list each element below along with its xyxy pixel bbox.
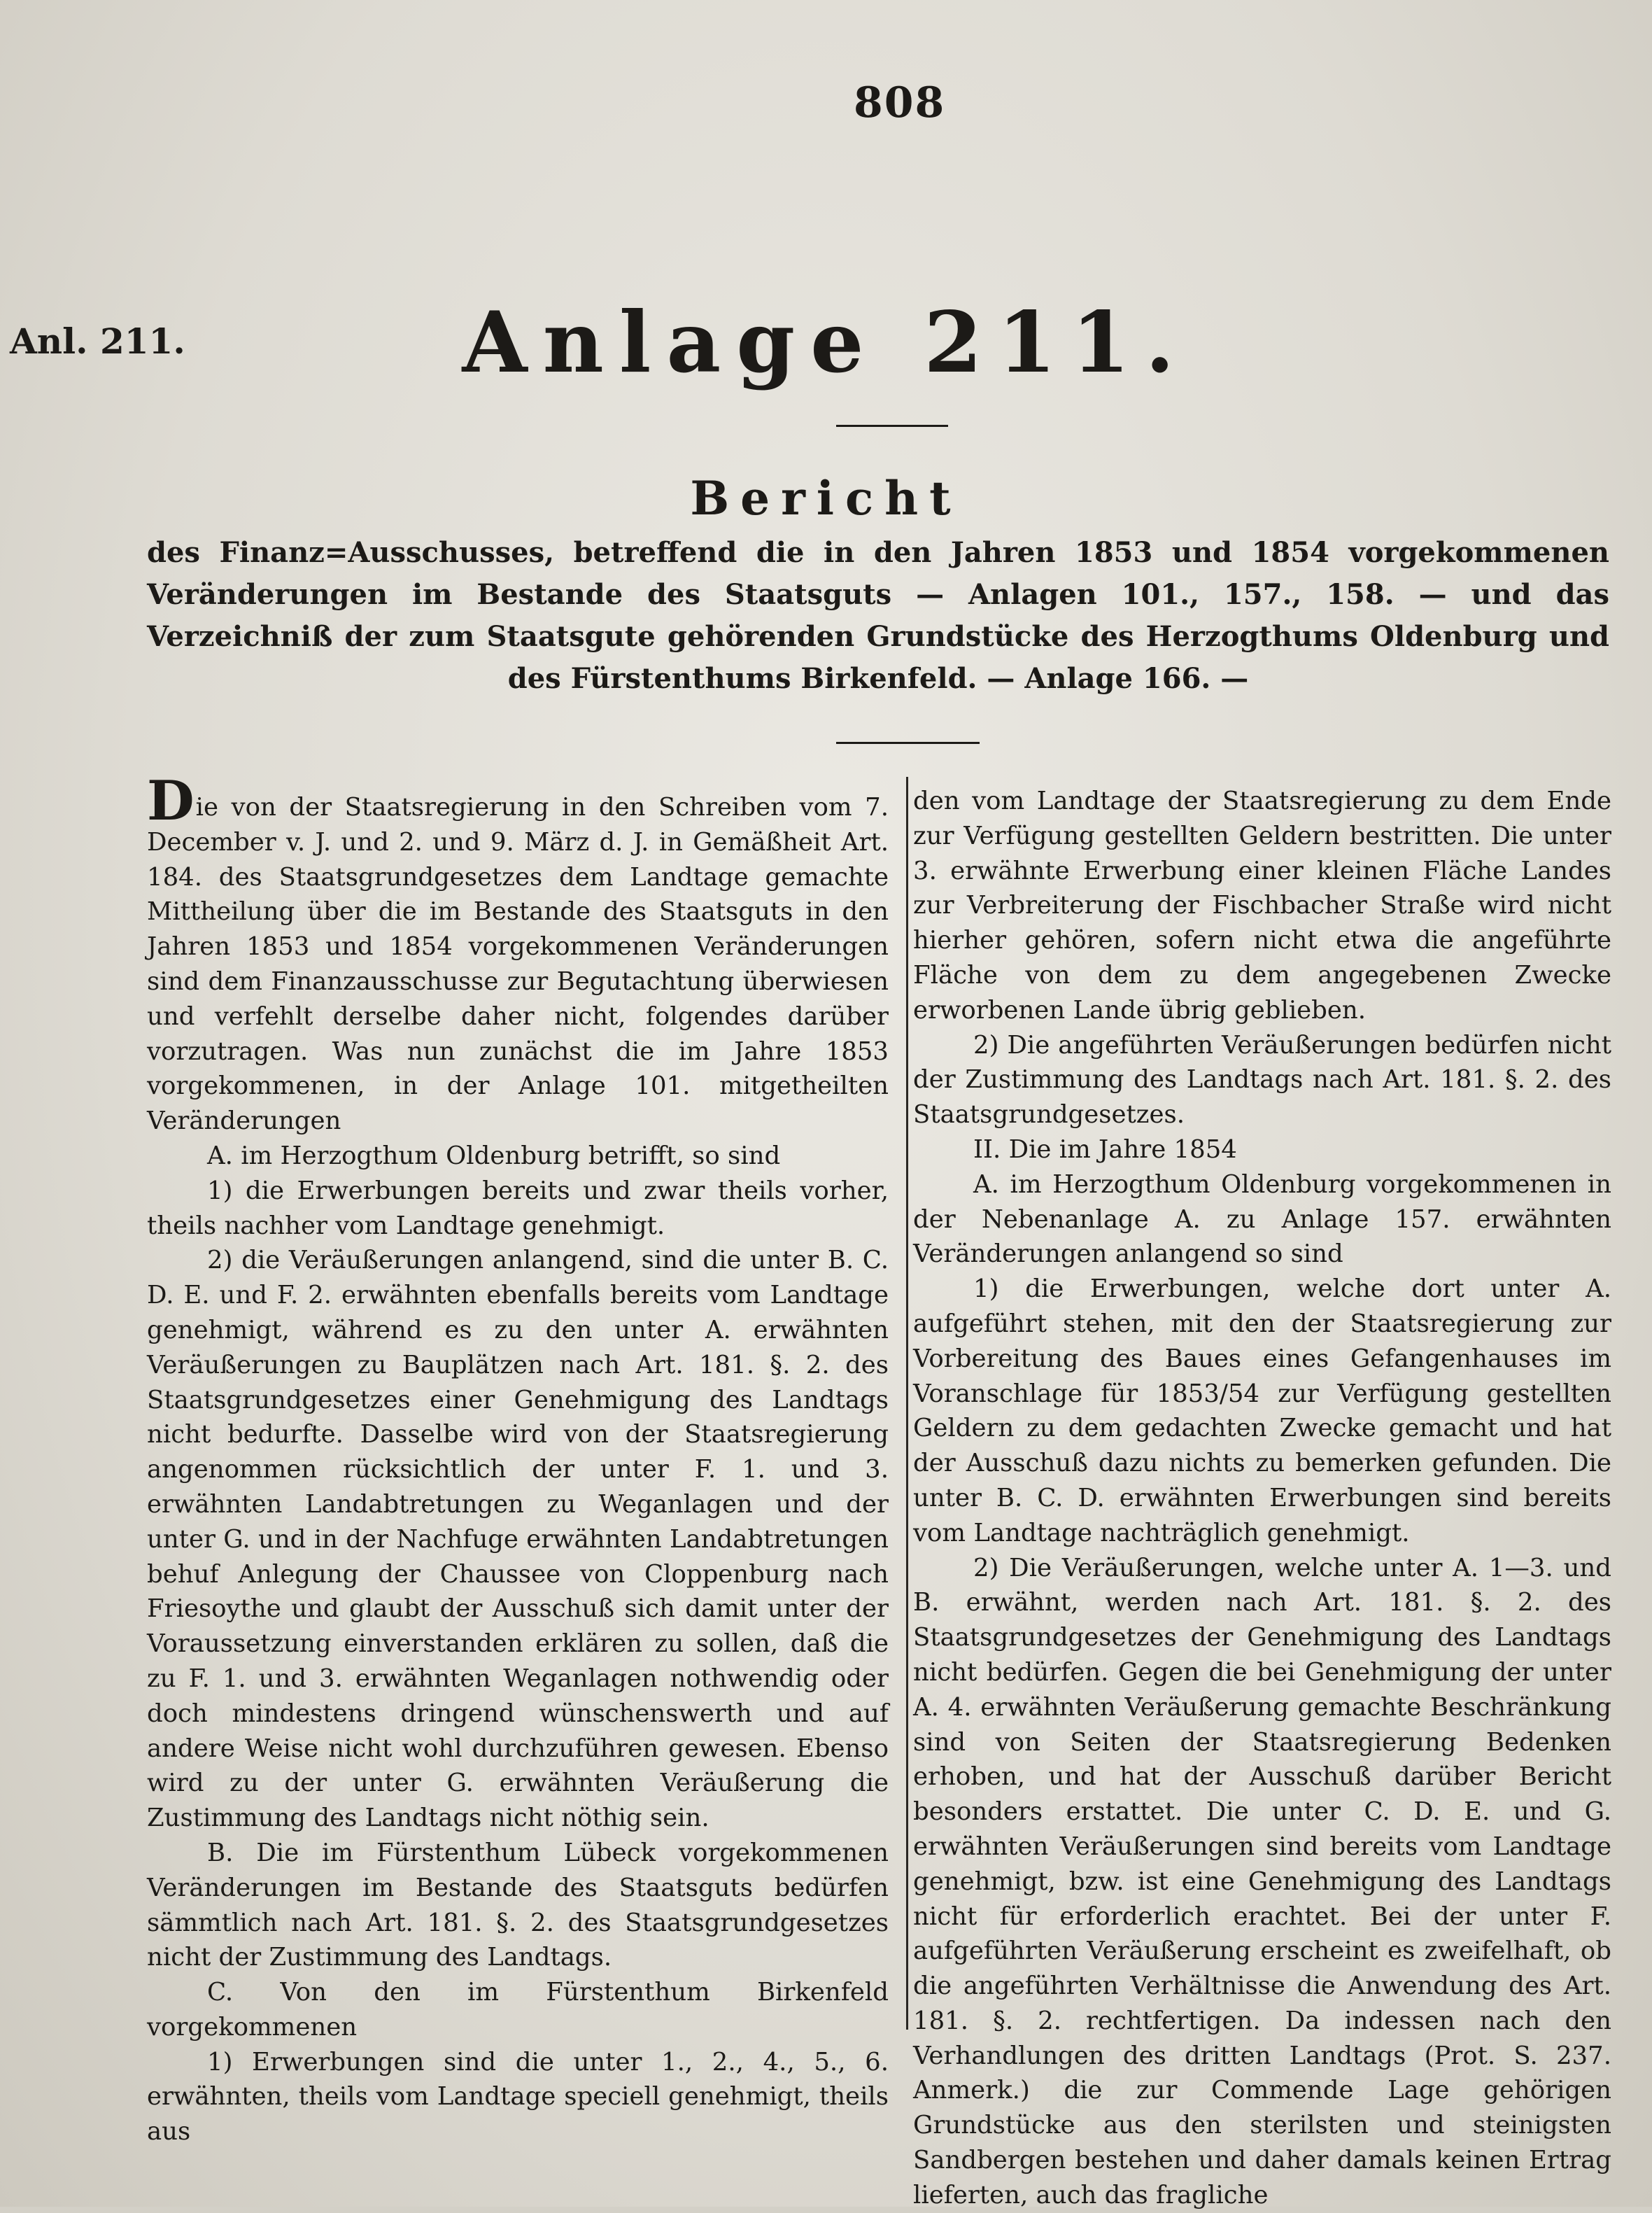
report-intro: des Finanz=Ausschusses, betreffend die in den Jahren 1853 und 1854 vorgekommenen Veränderungen im Bestande des Staatsguts — Anlagen 101., 157., 158. — und das Verzeichniß der zum Staatsgute gehörenden Grundstücke des Herzogthums Oldenburg und des Fürstenthums Birkenfeld. — Anlage 166. — [147,536,1609,695]
document-heading: Anlage 211. [462,293,1190,392]
paragraph: den vom Landtage der Staatsregierung zu dem Ende zur Verfügung gestellten Geldern bestritten. Die unter 3. erwähnte Erwerbung einer kleinen Fläche Landes zur Verbreiterung der Fischbacher Straße wird nicht hierher gehören, sofern nicht etwa die angeführte Fläche von dem zu dem angegebenen Zwecke erworbenen Lande übrig geblieben. [913,787,1611,1025]
drop-cap: D [147,769,195,833]
paragraph: 1) Erwerbungen sind die unter 1., 2., 4., 5., 6. erwähnten, theils vom Landtage speciell genehmigt, theils aus [147,2047,889,2147]
paragraph: A. im Herzogthum Oldenburg vorgekommenen in der Nebenanlage A. zu Anlage 157. erwähnten Veränderungen anlangend so sind [913,1169,1611,1269]
paragraph: 2) die Veräußerungen anlangend, sind die unter B. C. D. E. und F. 2. erwähnten ebenfalls bereits vom Landtage genehmigt, während es zu den unter A. erwähnten Veräußerungen zu Bauplätzen nach Art. 181. §. 2. des Staatsgrundgesetzes einer Genehmigung des Landtags nicht bedurfte. Dasselbe wird von der Staatsregierung angenommen rücksichtlich der unter F. 1. und 3. erwähnten Landabtretungen zu Weganlagen und der unter G. und in der Nachfuge erwähnten Landabtretungen behuf Anlegung der Chaussee von Cloppenburg nach Friesoythe und glaubt der Ausschuß sich damit unter der Voraussetzung einverstanden erklären zu sollen, daß die zu F. 1. und 3. erwähnten Weganlagen nothwendig oder doch mindestens dringend wünschenswerth und auf andere Weise nicht wohl durchzuführen gewesen. Ebenso wird zu der unter G. erwähnten Veräußerung die Zustimmung des Landtags nicht nöthig sein. [147,1246,889,1833]
paragraph: 2) Die angeführten Veräußerungen bedürfen nicht der Zustimmung des Landtags nach Art. 181. §. 2. des Staatsgrundgesetzes. [913,1030,1611,1130]
paragraph: II. Die im Jahre 1854 [973,1134,1237,1164]
paragraph-text: ie von der Staatsregierung in den Schreiben vom 7. December v. J. und 2. und 9. März d. J. in Gemäßheit Art. 184. des Staatsgrundgesetzes dem Landtage gemachte Mittheilung über die im Bestande des Staatsguts in den Jahren 1853 und 1854 vorgekommenen Veränderungen sind dem Finanzausschusse zur Begutachtung überwiesen und verfehlt derselbe daher nicht, folgendes darüber vorzutragen. Was nun zunächst die im Jahre 1853 vorgekommenen, in der Anlage 101. mitgetheilten Veränderungen [147,793,889,1136]
paragraph: 1) die Erwerbungen bereits und zwar theils vorher, theils nachher vom Landtage genehmigt. [147,1176,889,1240]
paragraph: B. Die im Fürstenthum Lübeck vorgekommenen Veränderungen im Bestande des Staatsguts bedürfen sämmtlich nach Art. 181. §. 2. des Staatsgrundgesetzes nicht der Zustimmung des Landtags. [147,1838,889,1972]
column-divider [906,777,908,2030]
left-column [147,769,889,2149]
margin-note: Anl. 211. [10,321,185,362]
intro-divider [836,742,980,744]
paragraph: C. Von den im Fürstenthum Birkenfeld vorgekommenen [147,1978,889,2042]
report-subheading: Bericht [690,471,962,526]
right-column [913,784,1611,2213]
heading-divider [836,425,948,427]
page-number: 808 [854,78,946,127]
paragraph [147,769,889,1139]
paragraph: A. im Herzogthum Oldenburg betrifft, so sind [207,1141,781,1170]
paragraph: 2) Die Veräußerungen, welche unter A. 1—3. und B. erwähnt, werden nach Art. 181. §. 2. des Staatsgrundgesetzes der Genehmigung des Landtags nicht bedürfen. Gegen die bei Genehmigung der unter A. 4. erwähnten Veräußerung gemachte Beschränkung sind von Seiten der Staatsregierung Bedenken erhoben, und hat der Ausschuß darüber Bericht besonders erstattet. Die unter C. D. E. und G. erwähnten Veräußerungen sind bereits vom Landtage genehmigt, bzw. ist eine Genehmigung des Landtags nicht für erforderlich erachtet. Bei der unter F. aufgeführten Veräußerung erscheint es zweifelhaft, ob die angeführten Verhältnisse die Anwendung des Art. 181. §. 2. rechtfertigen. Da indessen nach den Verhandlungen des dritten Landtags (Prot. S. 237. Anmerk.) die zur Commende Lage gehörigen Grundstücke aus den sterilsten und steinigsten Sandbergen bestehen und daher damals keinen Ertrag lieferten, auch das fragliche [913,1553,1611,2210]
paragraph: 1) die Erwerbungen, welche dort unter A. aufgeführt stehen, mit den der Staatsregierung zur Vorbereitung des Baues eines Gefangenhauses im Voranschlage für 1853/54 zur Verfügung gestellten Geldern zu dem gedachten Zwecke gemacht und hat der Ausschuß dazu nichts zu bemerken gefunden. Die unter B. C. D. erwähnten Erwerbungen sind bereits vom Landtage nachträglich genehmigt. [913,1274,1611,1547]
